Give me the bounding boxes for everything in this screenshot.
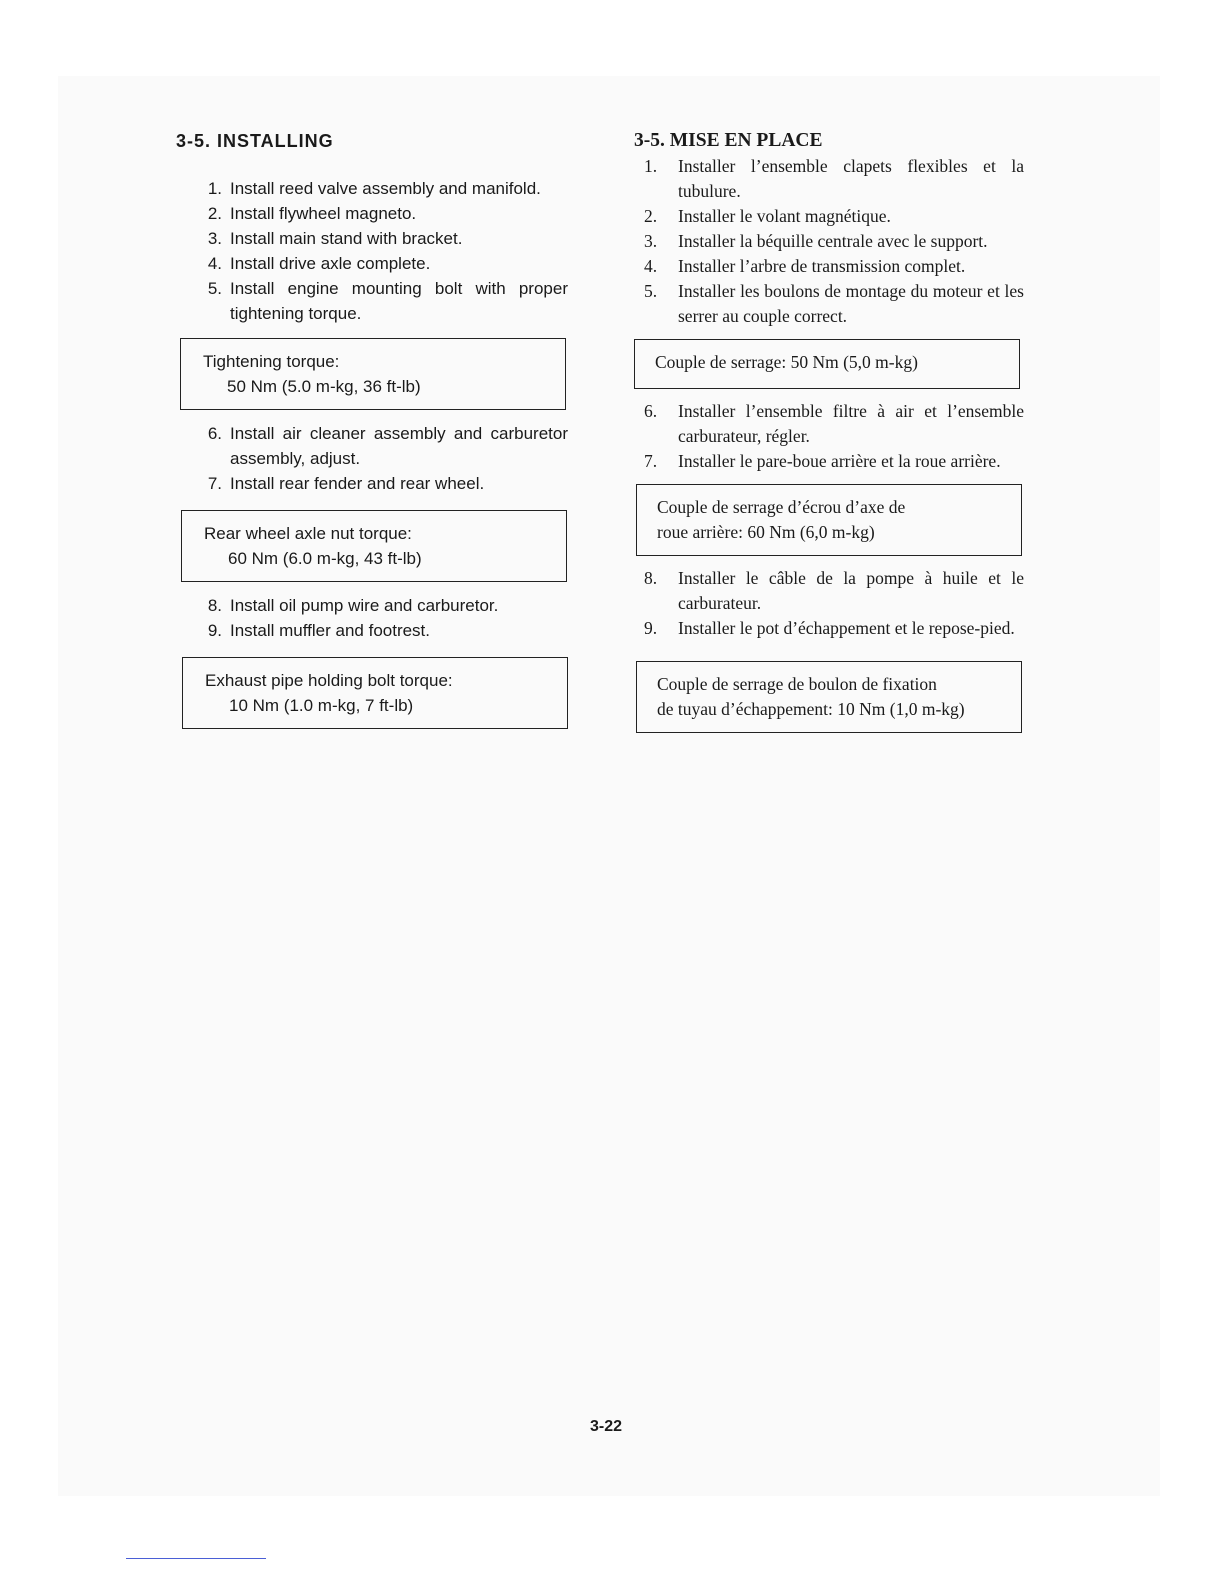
spec-value: 50 Nm (5.0 m-kg, 36 ft-lb) xyxy=(227,377,421,396)
list-item: 6. Install air cleaner assembly and carburetor assembly, adjust. xyxy=(207,424,568,468)
spec-label: Tightening torque: xyxy=(203,352,340,371)
list-item: 2. Install flywheel magneto. xyxy=(207,204,417,223)
spec-value: roue arrière: 60 Nm (6,0 m-kg) xyxy=(657,522,875,542)
list-item: 3. Install main stand with bracket. xyxy=(207,229,463,248)
torque-spec-box-fr-3 xyxy=(636,661,1022,733)
section-heading-fr: 3-5. MISE EN PLACE xyxy=(634,130,823,151)
spec-label: Couple de serrage: 50 Nm (5,0 m-kg) xyxy=(655,352,918,372)
list-item: 8. Installer le câble de la pompe à huile et le carburateur. xyxy=(644,568,1024,613)
list-item: 9. Install muffler and footrest. xyxy=(207,621,431,640)
list-item: 1. Install reed valve assembly and manifold. xyxy=(207,179,541,198)
spec-value: de tuyau d’échappement: 10 Nm (1,0 m-kg) xyxy=(657,699,965,719)
spec-value: 10 Nm (1.0 m-kg, 7 ft-lb) xyxy=(229,696,414,715)
steps-list-fr-c xyxy=(634,566,1024,641)
list-item: 7. Installer le pare-boue arrière et la roue arrière. xyxy=(644,451,1001,471)
torque-spec-box-en-2 xyxy=(181,510,567,582)
torque-spec-box-fr-2 xyxy=(636,484,1022,556)
list-item: 4. Install drive axle complete. xyxy=(207,254,431,273)
spec-label: Exhaust pipe holding bolt torque: xyxy=(205,671,453,690)
list-item: 3. Installer la béquille centrale avec le support. xyxy=(644,231,988,251)
torque-spec-box-en-3 xyxy=(182,657,568,729)
list-item: 1. Installer l’ensemble clapets flexibles et la tubulure. xyxy=(644,156,1024,201)
french-column xyxy=(634,128,1024,733)
spec-label: Rear wheel axle nut torque: xyxy=(204,524,412,543)
spec-label: Couple de serrage d’écrou d’axe de xyxy=(657,497,906,517)
list-item: 2. Installer le volant magnétique. xyxy=(644,206,891,226)
list-item: 8. Install oil pump wire and carburetor. xyxy=(207,596,499,615)
english-column xyxy=(176,128,568,729)
list-item: 4. Installer l’arbre de transmission complet. xyxy=(644,256,966,276)
torque-spec-box-en-1 xyxy=(180,338,566,410)
steps-list-fr-b xyxy=(634,399,1024,474)
steps-list-en-a xyxy=(176,176,568,326)
list-item: 7. Install rear fender and rear wheel. xyxy=(207,474,485,493)
list-item: 5. Install engine mounting bolt with proper tightening torque. xyxy=(207,279,568,323)
list-item: 9. Installer le pot d’échappement et le repose-pied. xyxy=(644,618,1015,638)
page-number: 3-22 xyxy=(589,1418,623,1435)
list-item: 5. Installer les boulons de montage du moteur et les serrer au couple correct. xyxy=(644,281,1024,326)
steps-list-fr-a xyxy=(634,154,1024,329)
list-item: 6. Installer l’ensemble filtre à air et l’ensemble carburateur, régler. xyxy=(644,401,1024,446)
steps-list-en-c xyxy=(176,593,568,643)
footer-link-underline xyxy=(126,1558,266,1559)
steps-list-en-b xyxy=(176,421,568,496)
torque-spec-box-fr-1 xyxy=(634,339,1020,389)
spec-label: Couple de serrage de boulon de fixation xyxy=(657,674,937,694)
section-heading-en: 3-5. INSTALLING xyxy=(176,131,334,151)
spec-value: 60 Nm (6.0 m-kg, 43 ft-lb) xyxy=(228,549,422,568)
